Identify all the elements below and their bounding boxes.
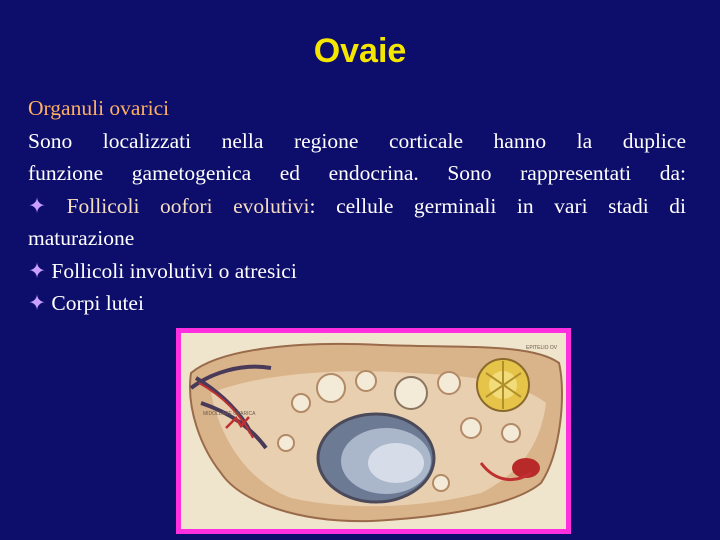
paragraph-line-1: Sono localizzati nella regione corticale hanno la duplice (28, 128, 686, 153)
bullet-star-icon: ✦ (28, 193, 47, 218)
slide-title: Ovaie (313, 32, 407, 70)
bullet-star-icon: ✦ (28, 291, 47, 315)
bullet-item-1 (28, 190, 686, 223)
bullet-star-icon: ✦ (28, 258, 47, 283)
bullet-item-1-cont: maturazione (28, 226, 135, 250)
ovary-illustration (181, 333, 566, 529)
bullet-item-1-suffix: : cellule germinali in vari stadi di (309, 193, 687, 218)
ovary-illustration-frame (176, 328, 571, 534)
bullet-item-2 (28, 255, 686, 288)
paragraph-line-2: funzione gametogenica ed endocrina. Sono rappresentati da: (28, 161, 686, 185)
section-heading: Organuli ovarici (28, 96, 170, 120)
bullet-item-3 (28, 287, 686, 320)
figure-label-medulla: MIDOLLARE OVARICA (203, 411, 256, 417)
bullet-item-2-text: Follicoli involutivi o atresici (51, 258, 297, 283)
bullet-item-1-prefix: Follicoli oofori evolutivi (66, 193, 310, 218)
slide-body (28, 92, 686, 320)
figure-label-epithelium: EPITELIO OV (526, 345, 558, 351)
bullet-item-3-text: Corpi lutei (51, 291, 144, 315)
